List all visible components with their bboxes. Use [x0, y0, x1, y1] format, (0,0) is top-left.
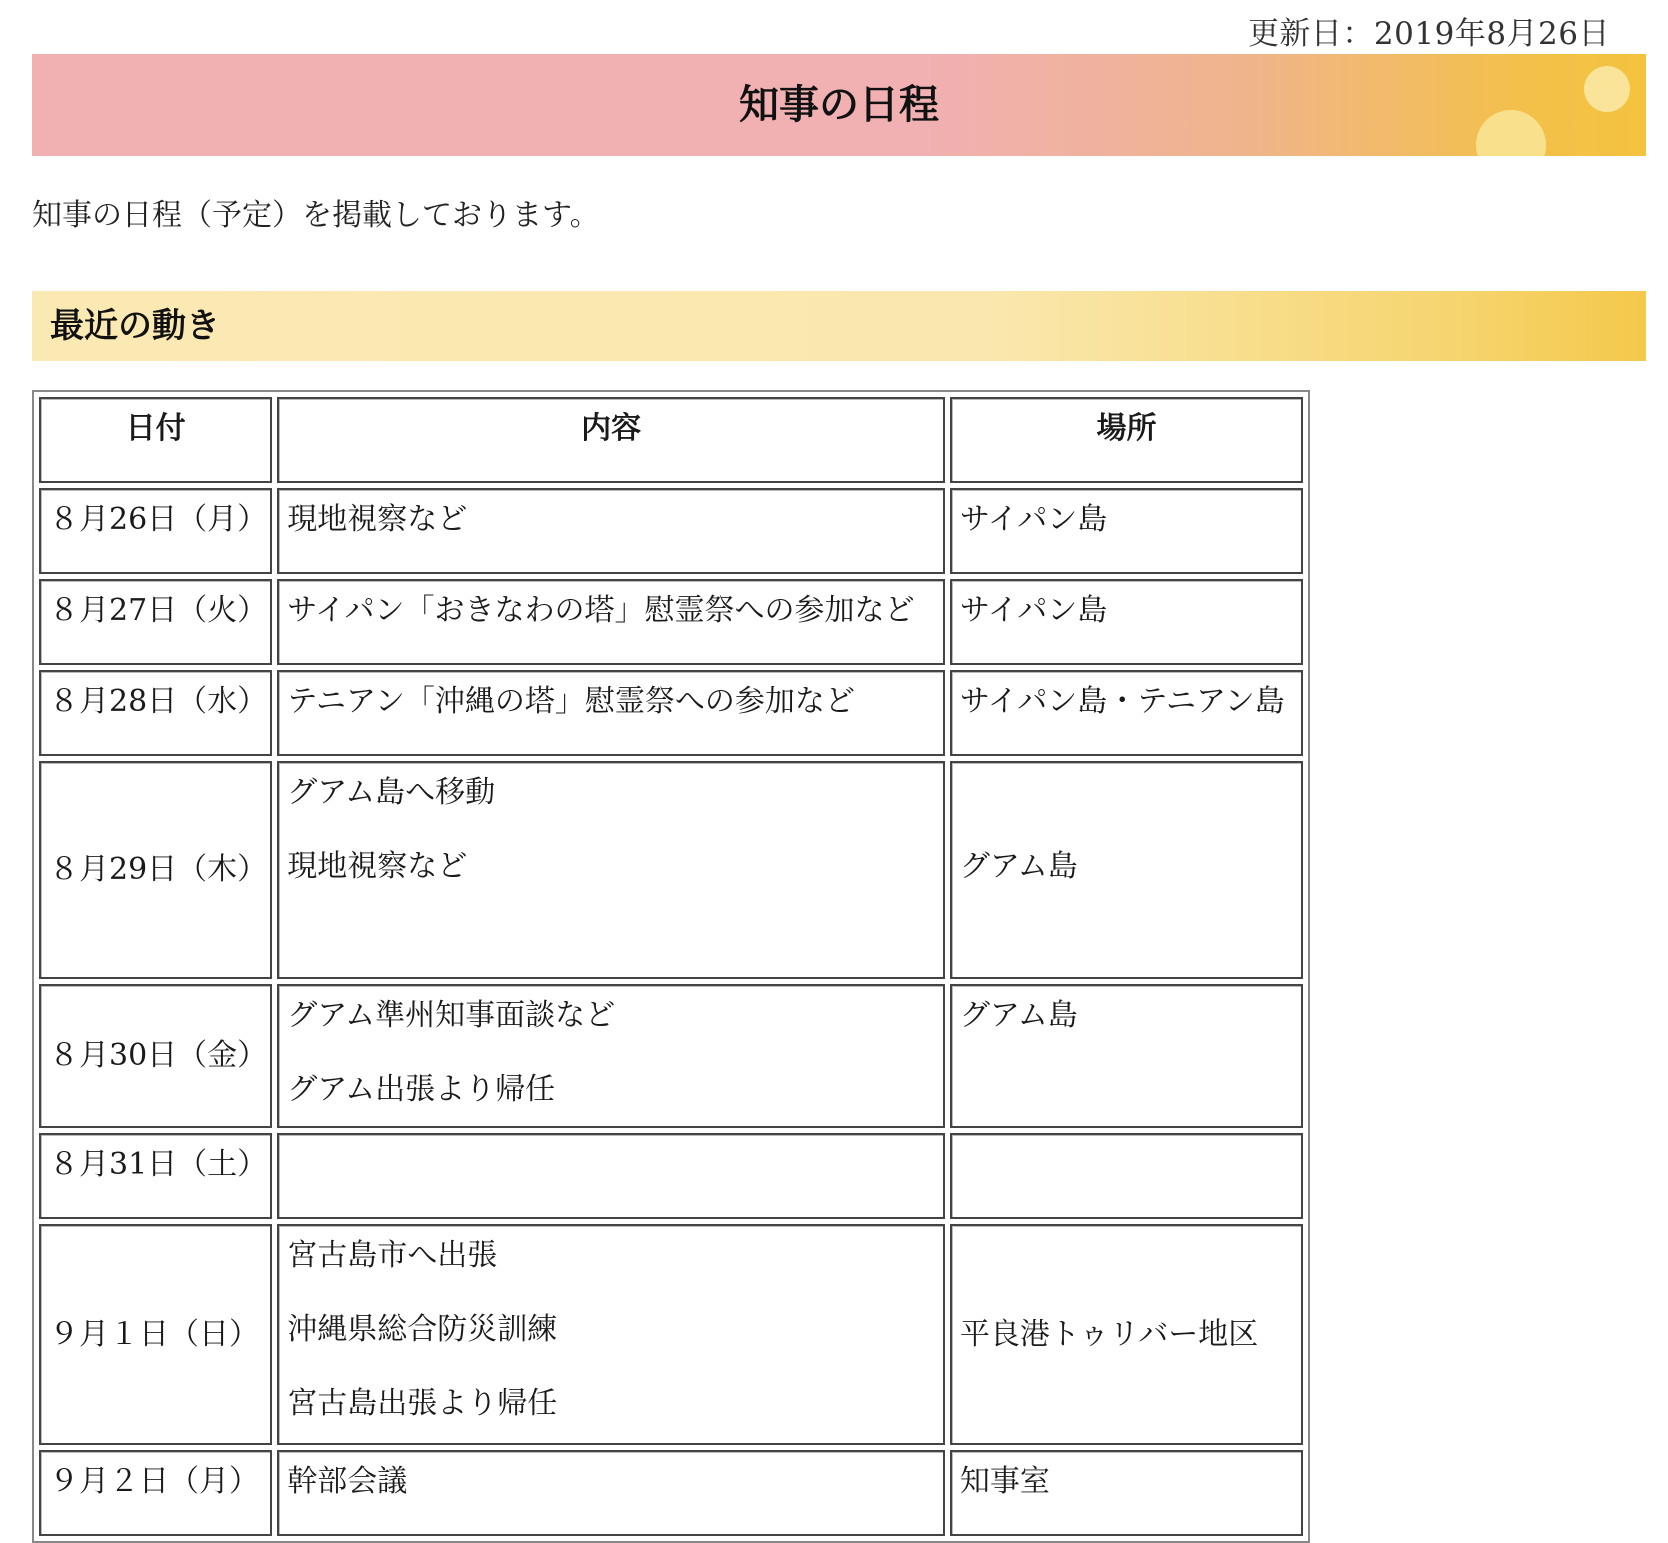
place-cell: サイパン島	[950, 579, 1303, 665]
place-cell: グアム島	[950, 984, 1303, 1128]
content-cell	[277, 488, 945, 574]
content-line: 宮古島出張より帰任	[287, 1386, 558, 1421]
table-row	[39, 488, 1303, 574]
decorative-bubble-small	[1584, 66, 1630, 112]
column-header-place: 場所	[950, 397, 1303, 483]
date-cell: ８月27日（火）	[39, 579, 272, 665]
content-line: 幹部会議	[287, 1464, 408, 1499]
table-header-row	[39, 397, 1303, 483]
content-line: グアム島へ移動	[287, 775, 496, 810]
page-title-banner	[32, 54, 1646, 156]
content-cell	[277, 1450, 945, 1536]
table-row	[39, 1133, 1303, 1219]
table-row	[39, 670, 1303, 756]
content-cell	[277, 984, 945, 1128]
content-cell	[277, 579, 945, 665]
section-title: 最近の動き	[50, 306, 220, 346]
column-header-date: 日付	[39, 397, 272, 483]
date-cell: ９月２日（月）	[39, 1450, 272, 1536]
date-cell: ８月28日（水）	[39, 670, 272, 756]
content-line: グアム準州知事面談など	[287, 998, 616, 1033]
place-cell	[950, 1133, 1303, 1219]
page-title: 知事の日程	[739, 81, 939, 128]
table-row	[39, 1224, 1303, 1445]
content-cell	[277, 670, 945, 756]
updated-date: 更新日：2019年8月26日	[1247, 16, 1610, 52]
date-cell: ８月29日（木）	[39, 761, 272, 979]
column-header-content: 内容	[277, 397, 945, 483]
table-row	[39, 761, 1303, 979]
place-cell: サイパン島	[950, 488, 1303, 574]
place-cell: サイパン島・テニアン島	[950, 670, 1303, 756]
content-cell	[277, 1133, 945, 1219]
content-cell	[277, 1224, 945, 1445]
content-line: 現地視察など	[287, 849, 468, 884]
table-row	[39, 984, 1303, 1128]
place-cell: グアム島	[950, 761, 1303, 979]
schedule-table-wrapper	[32, 390, 1310, 1543]
content-line: テニアン「沖縄の塔」慰霊祭への参加など	[287, 684, 855, 719]
content-line: 沖縄県総合防災訓練	[287, 1312, 558, 1347]
section-header	[32, 291, 1646, 361]
content-line: サイパン「おきなわの塔」慰霊祭への参加など	[287, 593, 915, 628]
intro-text: 知事の日程（予定）を掲載しております。	[32, 198, 600, 233]
date-cell: ８月26日（月）	[39, 488, 272, 574]
table-row	[39, 1450, 1303, 1536]
content-line: グアム出張より帰任	[287, 1072, 556, 1107]
schedule-table	[32, 390, 1310, 1543]
date-cell: ８月30日（金）	[39, 984, 272, 1128]
content-line: 宮古島市へ出張	[287, 1238, 498, 1273]
content-line: 現地視察など	[287, 502, 468, 537]
date-cell: ９月１日（日）	[39, 1224, 272, 1445]
place-cell: 平良港トゥリバー地区	[950, 1224, 1303, 1445]
place-cell: 知事室	[950, 1450, 1303, 1536]
content-cell	[277, 761, 945, 979]
date-cell: ８月31日（土）	[39, 1133, 272, 1219]
table-row	[39, 579, 1303, 665]
